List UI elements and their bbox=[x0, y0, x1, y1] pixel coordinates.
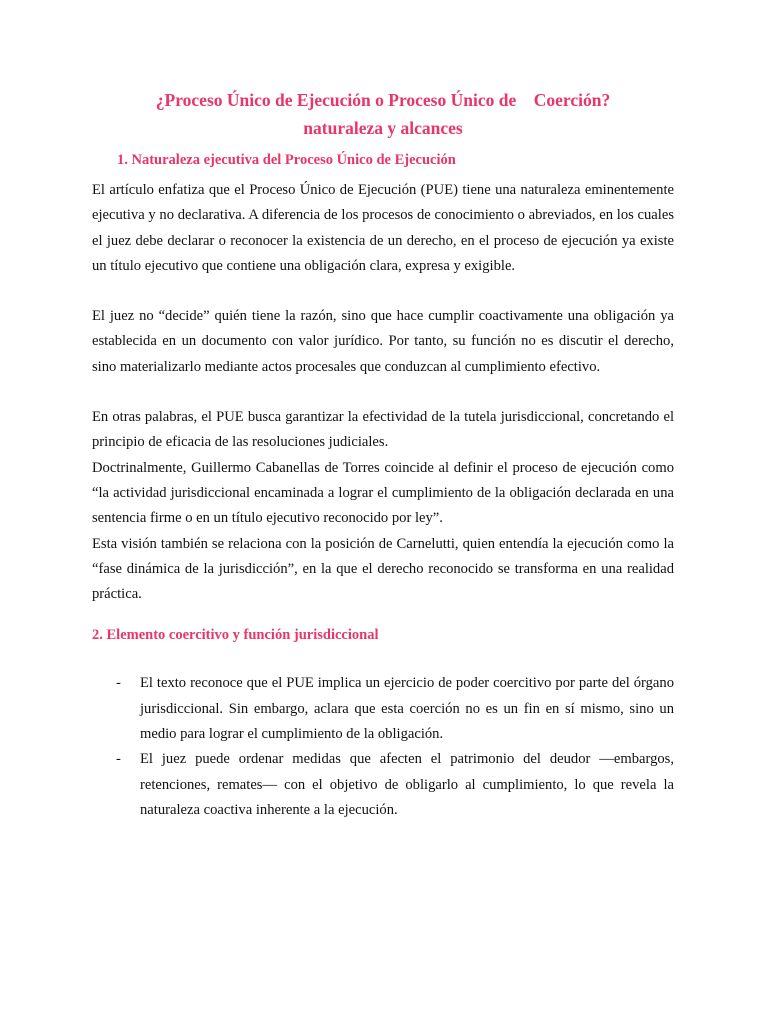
document-title-line-1: ¿Proceso Único de Ejecución o Proceso Único de Coerción? bbox=[155, 90, 611, 110]
section-spacer bbox=[92, 607, 674, 625]
paragraph-spacer bbox=[92, 279, 674, 304]
section-1-paragraph-2: El juez no “decide” quién tiene la razón, sino que hace cumplir coactivamente una obligación ya establecida en un documento con valor jurídico. Por tanto, su función no es discutir el derecho, sino materializarlo mediante actos procesales que conduzcan al cumplimiento efectivo. bbox=[92, 308, 674, 375]
section-spacer bbox=[92, 653, 674, 671]
list-item-text: El juez puede ordenar medidas que afecten el patrimonio del deudor —embargos, retenciones, remates— con el objetivo de obligarlo al cumplimiento, lo que revela la naturaleza coactiva inherente a la ejecución. bbox=[140, 751, 674, 818]
section-1-paragraph-1: El artículo enfatiza que el Proceso Único de Ejecución (PUE) tiene una naturaleza eminentemente ejecutiva y no declarativa. A diferencia de los procesos de conocimiento o abreviados, en los cuales el juez debe declarar o reconocer la existencia de un derecho, en el proceso de ejecución ya existe un título ejecutivo que contiene una obligación clara, expresa y exigible. bbox=[92, 182, 674, 274]
document-page bbox=[92, 86, 674, 823]
section-1-heading: 1. Naturaleza ejecutiva del Proceso Único de Ejecución bbox=[117, 152, 456, 168]
section-1-paragraph-3: En otras palabras, el PUE busca garantizar la efectividad de la tutela jurisdiccional, concretando el principio de eficacia de las resoluciones judiciales. bbox=[92, 409, 674, 451]
document-title-line-2: naturaleza y alcances bbox=[303, 118, 463, 138]
section-1-paragraph-4: Doctrinalmente, Guillermo Cabanellas de Torres coincide al definir el proceso de ejecución como “la actividad jurisdiccional encaminada a lograr el cumplimiento de la obligación declarada en una sentencia firme o en un título ejecutivo reconocido por ley”. bbox=[92, 459, 674, 527]
section-1-paragraph-5: Esta visión también se relaciona con la posición de Carnelutti, quien entendía la ejecución como la “fase dinámica de la jurisdicción”, en la que el derecho reconocido se transforma en una realidad práctica. bbox=[92, 535, 674, 603]
paragraph-spacer bbox=[92, 380, 674, 405]
section-2-list bbox=[92, 671, 674, 823]
list-item bbox=[92, 747, 674, 823]
list-item-text: El texto reconoce que el PUE implica un ejercicio de poder coercitivo por parte del órgano jurisdiccional. Sin embargo, aclara que esta coerción no es un fin en sí mismo, sino un medio para lograr el cumplimiento de la obligación. bbox=[140, 675, 674, 743]
section-2-heading: 2. Elemento coercitivo y función jurisdiccional bbox=[92, 627, 379, 644]
list-item bbox=[92, 671, 674, 747]
list-bullet: - bbox=[116, 675, 121, 692]
list-bullet: - bbox=[116, 751, 121, 768]
